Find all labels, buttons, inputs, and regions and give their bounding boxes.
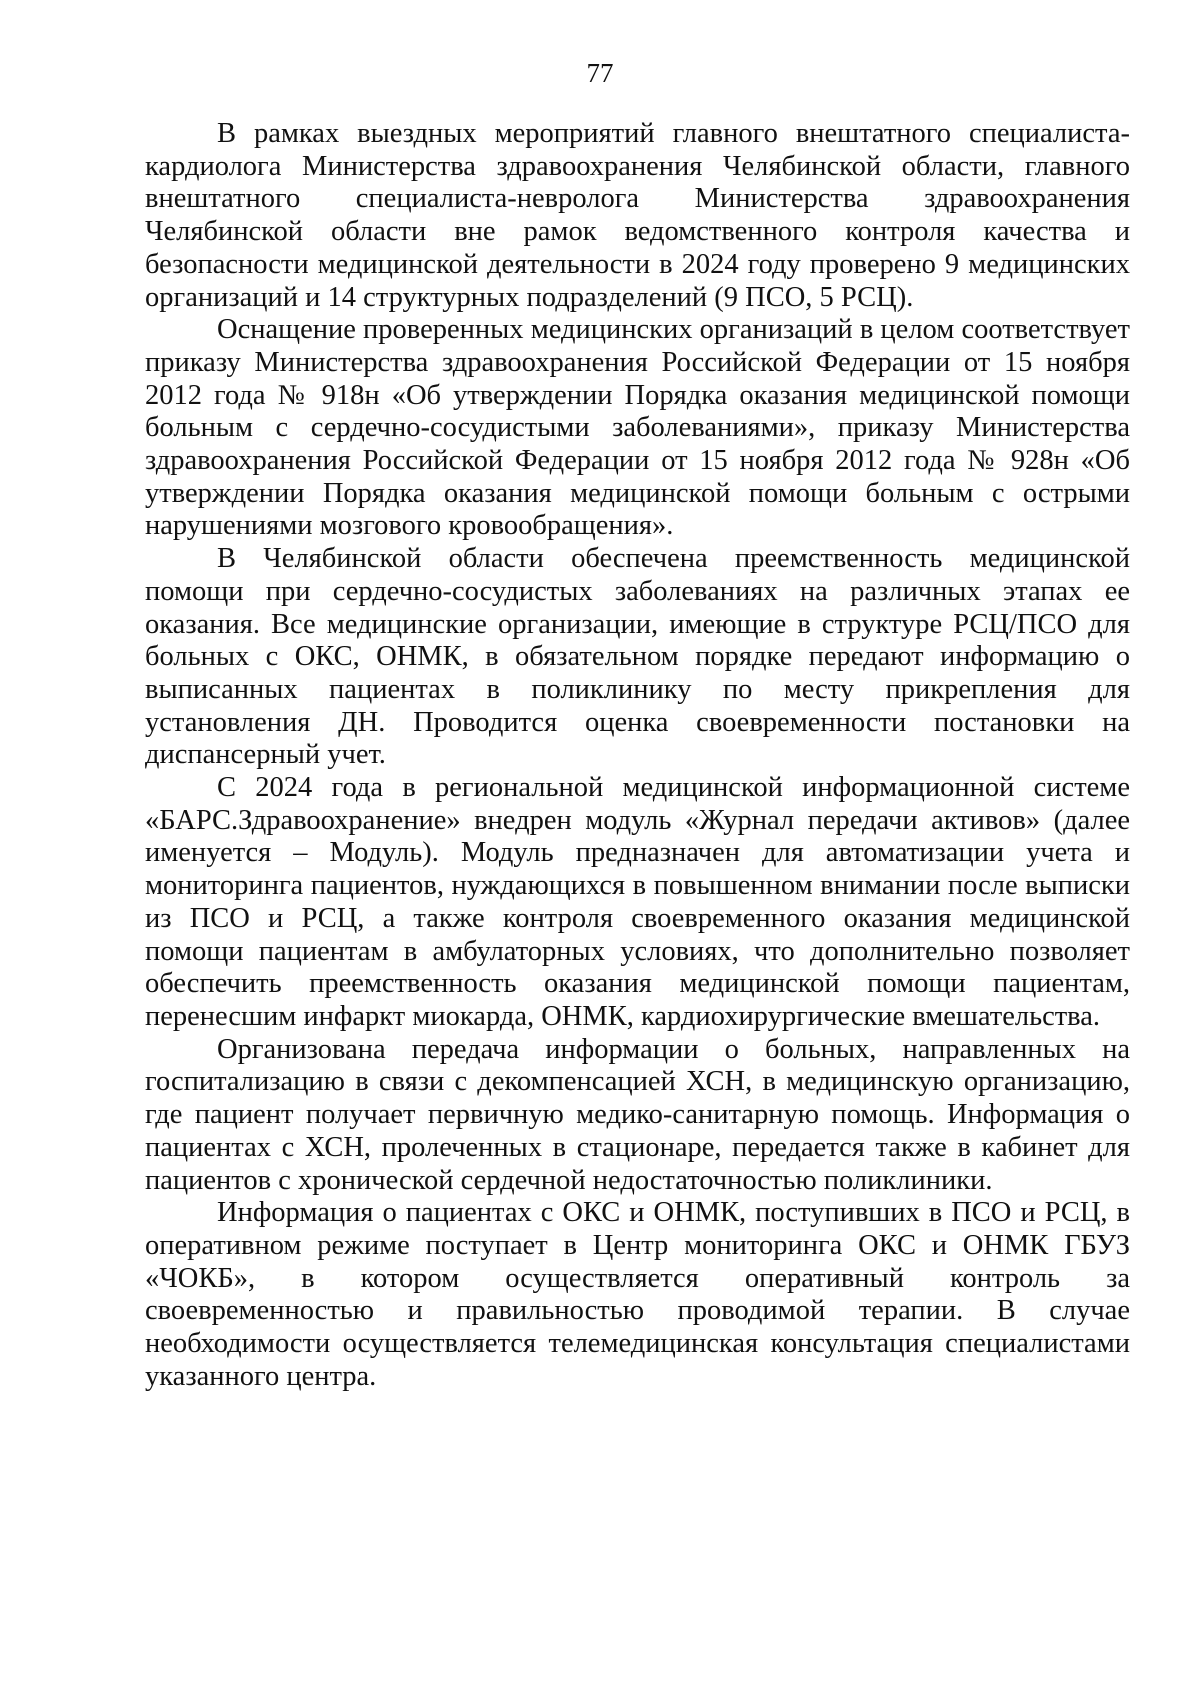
paragraph-field-inspections: В рамках выездных мероприятий главного внештатного специалиста-кардиолога Министерства здравоохранения Челябинской области, главного внештатного специалиста-невролога Министерства здравоохранения Челябинской области вне рамок ведомственного контроля качества и безопасности медицинской деятельности в 2024 году проверено 9 медицинских организаций и 14 структурных подразделений (9 ПСО, 5 РСЦ). <box>145 118 1130 313</box>
document-body <box>145 118 1130 1393</box>
paragraph-equipment-compliance: Оснащение проверенных медицинских организаций в целом соответствует приказу Министерства здравоохранения Российской Федерации от 15 ноября 2012 года № 918н «Об утверждении Порядка оказания медицинской помощи больным с сердечно-сосудистыми заболеваниями», приказу Министерства здравоохранения Российской Федерации от 15 ноября 2012 года № 928н «Об утверждении Порядка оказания медицинской помощи больным с острыми нарушениями мозгового кровообращения». <box>145 314 1130 542</box>
paragraph-chf-information: Организована передача информации о больных, направленных на госпитализацию в связи с декомпенсацией ХСН, в медицинскую организацию, где пациент получает первичную медико-санитарную помощь. Информация о пациентах с ХСН, пролеченных в стационаре, передается также в кабинет для пациентов с хронической сердечной недостаточностью поликлиники. <box>145 1033 1130 1196</box>
paragraph-bars-module: С 2024 года в региональной медицинской информационной системе «БАРС.Здравоохранение» внедрен модуль «Журнал передачи активов» (далее именуется – Модуль). Модуль предназначен для автоматизации учета и мониторинга пациентов, нуждающихся в повышенном внимании после выписки из ПСО и РСЦ, а также контроля своевременного оказания медицинской помощи пациентам в амбулаторных условиях, что дополнительно позволяет обеспечить преемственность оказания медицинской помощи пациентам, перенесшим инфаркт миокарда, ОНМК, кардиохирургические вмешательства. <box>145 772 1130 1032</box>
paragraph-continuity-of-care: В Челябинской области обеспечена преемственность медицинской помощи при сердечно-сосудистых заболеваниях на различных этапах ее оказания. Все медицинские организации, имеющие в структуре РСЦ/ПСО для больных с ОКС, ОНМК, в обязательном порядке передают информацию о выписанных пациентах в поликлинику по месту прикрепления для установления ДН. Проводится оценка своевременности постановки на диспансерный учет. <box>145 543 1130 771</box>
paragraph-monitoring-center: Информация о пациентах с ОКС и ОНМК, поступивших в ПСО и РСЦ, в оперативном режиме поступает в Центр мониторинга ОКС и ОНМК ГБУЗ «ЧОКБ», в котором осуществляется оперативный контроль за своевременностью и правильностью проводимой терапии. В случае необходимости осуществляется телемедицинская консультация специалистами указанного центра. <box>145 1197 1130 1392</box>
page-number: 77 <box>586 58 614 88</box>
